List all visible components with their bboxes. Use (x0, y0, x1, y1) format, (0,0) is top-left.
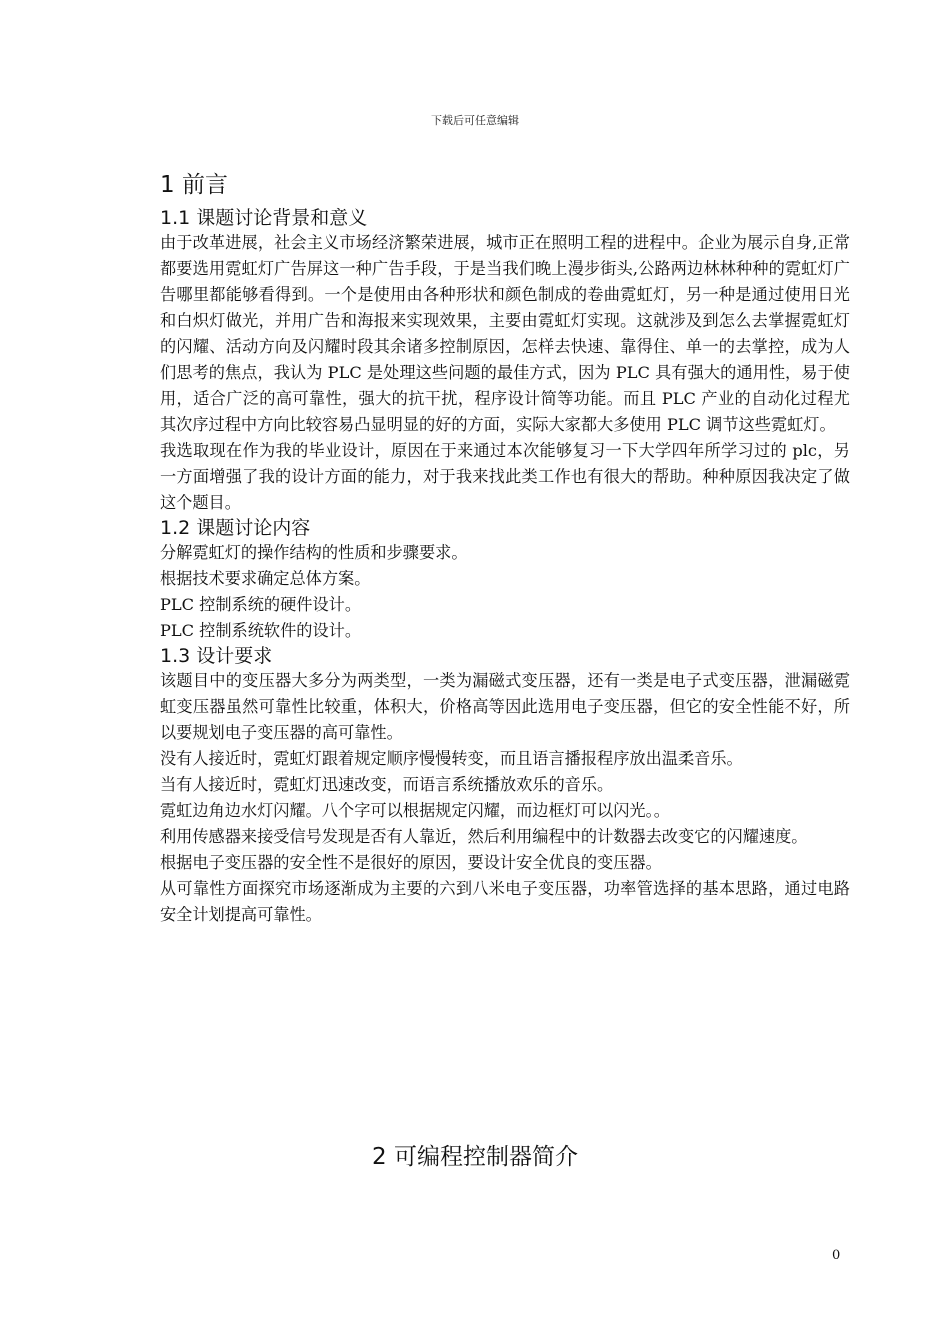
section-1-3-paragraph: 该题目中的变压器大多分为两类型，一类为漏磁式变压器，还有一类是电子式变压器，泄漏磁霓虹变压器虽然可靠性比较重，体积大，价格高等因此选用电子变压器，但它的安全性能不好，所以要规划电子变压器的高可靠性。 (160, 671, 850, 742)
section-1-3-title: 1.3 设计要求 (160, 645, 273, 667)
section-1-3-paragraph: 没有人接近时，霓虹灯跟着规定顺序慢慢转变，而且语言播报程序放出温柔音乐。 (160, 749, 743, 768)
list-item: 根据技术要求确定总体方案。 (160, 569, 371, 588)
section-1-1-paragraph-2: 我选取现在作为我的毕业设计，原因在于来通过本次能够复习一下大学四年所学习过的 plc，另一方面增强了我的设计方面的能力，对于我来找此类工作也有很大的帮助。种种原因我决定了做这个题目。 (160, 441, 850, 512)
section-1-3-paragraph: 利用传感器来接受信号发现是否有人靠近，然后利用编程中的计数器去改变它的闪耀速度。 (160, 827, 808, 846)
section-1-1-title: 1.1 课题讨论背景和意义 (160, 207, 368, 229)
page-number: 0 (832, 1248, 841, 1263)
section-1-3-paragraph: 当有人接近时，霓虹灯迅速改变，而语言系统播放欢乐的音乐。 (160, 775, 614, 794)
document-body (160, 170, 850, 928)
list-item: PLC 控制系统的硬件设计。 (160, 595, 362, 614)
list-item: PLC 控制系统软件的设计。 (160, 621, 362, 640)
chapter-2-title: 2 可编程控制器简介 (372, 1144, 578, 1170)
chapter-1-title: 1 前言 (160, 172, 228, 198)
section-1-3-paragraph: 霓虹边角边水灯闪耀。八个字可以根据规定闪耀，而边框灯可以闪光。。 (160, 801, 670, 820)
list-item: 分解霓虹灯的操作结构的性质和步骤要求。 (160, 543, 468, 562)
page-header-note: 下载后可任意编辑 (431, 114, 519, 127)
section-1-2-title: 1.2 课题讨论内容 (160, 517, 311, 539)
section-1-3-paragraph: 从可靠性方面探究市场逐渐成为主要的六到八米电子变压器，功率管选择的基本思路，通过电路安全计划提高可靠性。 (160, 879, 850, 924)
section-1-1-paragraph-1: 由于改革进展，社会主义市场经济繁荣进展，城市正在照明工程的进程中。企业为展示自身,正常都要选用霓虹灯广告屏这一种广告手段，于是当我们晚上漫步街头,公路两边林林种种的霓虹灯广告哪里都能够看得到。一个是使用由各种形状和颜色制成的卷曲霓虹灯，另一种是通过使用日光和白炽灯做光，并用广告和海报来实现效果，主要由霓虹灯实现。这就涉及到怎么去掌握霓虹灯的闪耀、活动方向及闪耀时段其余诸多控制原因，怎样去快速、靠得住、单一的去掌控，成为人们思考的焦点，我认为 PLC 是处理这些问题的最佳方式，因为 PLC 具有强大的通用性，易于使用，适合广泛的高可靠性，强大的抗干扰，程序设计简等功能。而且 PLC 产业的自动化过程尤其次序过程中方向比较容易凸显明显的好的方面，实际大家都大多使用 PLC 调节这些霓虹灯。 (160, 233, 850, 434)
section-1-3-paragraph: 根据电子变压器的安全性不是很好的原因，要设计安全优良的变压器。 (160, 853, 662, 872)
